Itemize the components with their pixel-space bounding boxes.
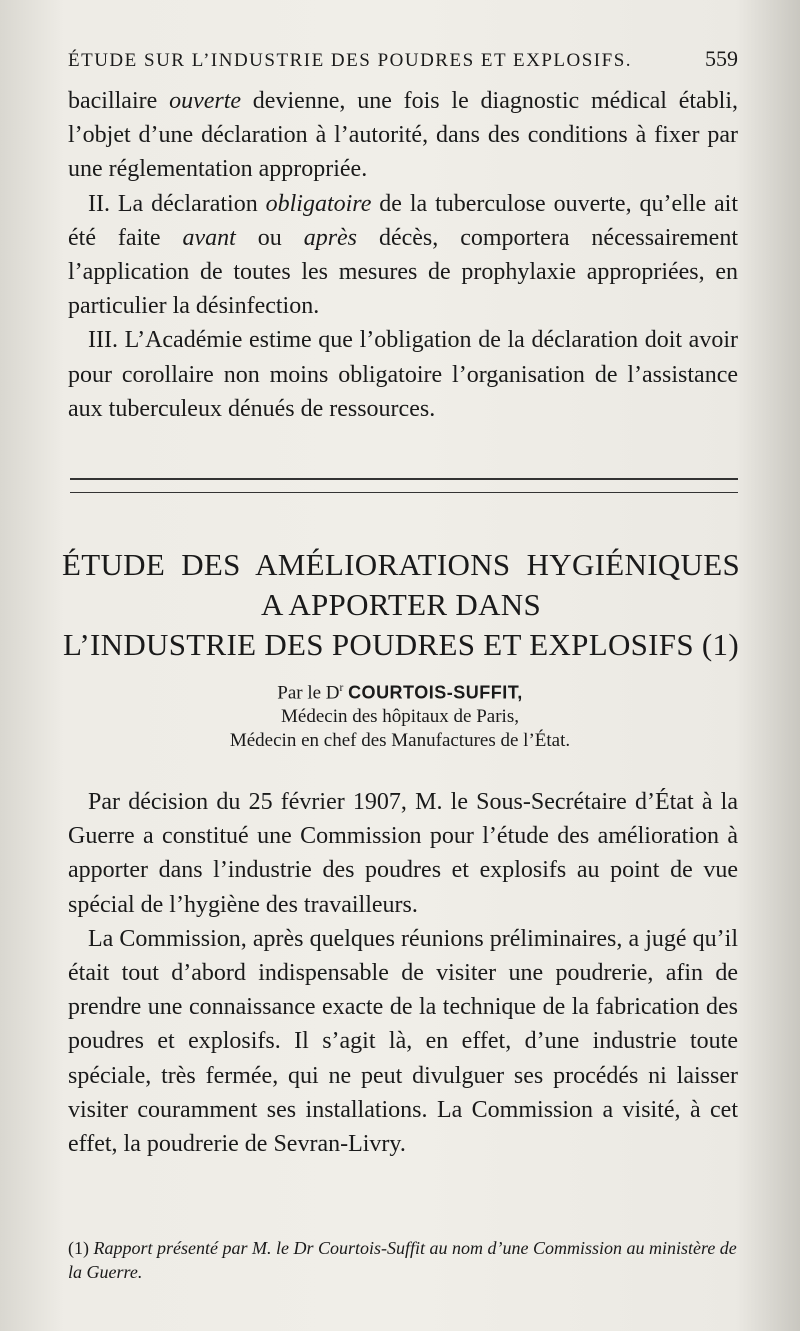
paragraph: bacillaire ouverte devienne, une fois le diagnostic médical établi, l’objet d’une déclaration à l’autorité, dans des conditions à fixer par une réglementation appropriée. <box>68 88 739 183</box>
article-title <box>62 545 740 665</box>
author-role: Médecin des hôpitaux de Paris, <box>281 706 519 728</box>
previous-article-text <box>68 84 738 426</box>
footnote-mark: (1) <box>68 1238 89 1258</box>
author-name: COURTOIS-SUFFIT, <box>348 682 523 703</box>
author-block <box>0 676 800 753</box>
paragraph: II. La déclaration obligatoire de la tuberculose ouverte, qu’elle ait été faite avant ou après décès, comportera nécessairement l’application de toutes les mesures de prophylaxie appropriées, en particulier la désinfection. <box>68 190 739 320</box>
running-header <box>68 46 738 72</box>
author-role: Médecin en chef des Manufactures de l’État. <box>229 730 571 752</box>
paragraph: III. L’Académie estime que l’obligation de la déclaration doit avoir pour corollaire non moins obligatoire l’organisation de l’assistance aux tuberculeux dénués de ressources. <box>68 327 738 422</box>
article-body <box>68 785 738 1161</box>
running-title: ÉTUDE SUR L’INDUSTRIE DES POUDRES ET EXPLOSIFS. <box>68 50 633 71</box>
paragraph: Par décision du 25 février 1907, M. le Sous-Secrétaire d’État à la Guerre a constitué une Commission pour l’étude des amélioration à apporter dans l’industrie des poudres et explosifs au point de vue spécial de l’hygiène des travailleurs. <box>68 789 738 918</box>
title-line: L’INDUSTRIE DES POUDRES ET EXPLOSIFS (1) <box>63 627 739 662</box>
footnote <box>68 1236 738 1284</box>
paragraph: La Commission, après quelques réunions préliminaires, a jugé qu’il était tout d’abord indispensable de visiter une poudrerie, afin de prendre une connaissance exacte de la technique de la fabrication des poudres et explosifs. Il s’agit là, en effet, d’une industrie toute spéciale, très fermée, qui ne peut divulguer ses procédés ni laisser visiter couramment ses installations. La Commission a visité, à cet effet, la poudrerie de Sevran-Livry. <box>68 925 738 1158</box>
page-number: 559 <box>705 46 738 71</box>
section-divider <box>70 478 738 493</box>
title-line: A APPORTER DANS <box>261 587 541 622</box>
author-line: Par le $D^r$ COURTOIS-SUFFIT, <box>277 682 523 704</box>
footnote-text: Rapport présenté par M. le Dr Courtois-Suffit au nom d’une Commission au ministère de la Guerre. <box>68 1238 737 1282</box>
title-line: ÉTUDE DES AMÉLIORATIONS HYGIÉNIQUES <box>62 547 740 582</box>
